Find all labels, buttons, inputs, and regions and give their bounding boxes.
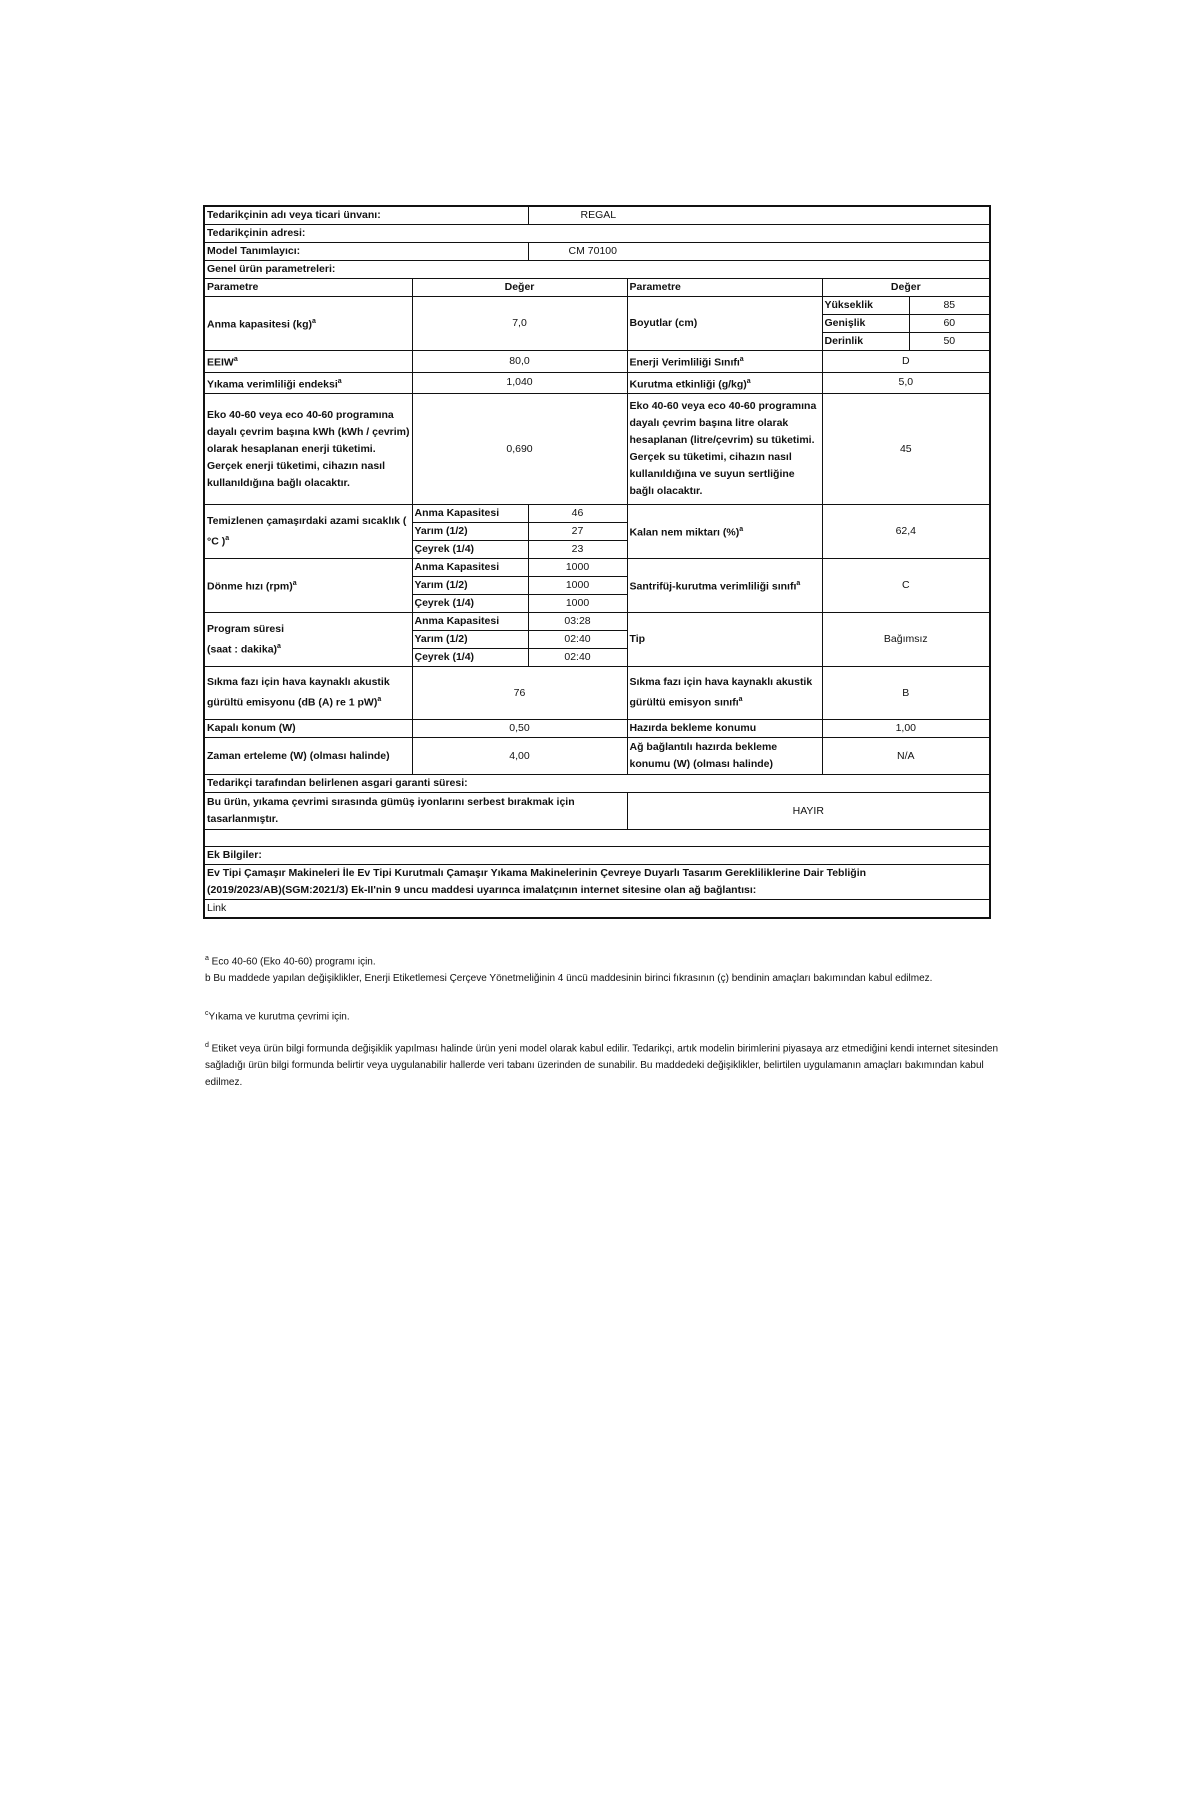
regulation-line-2: (2019/2023/AB)(SGM:2021/3) Ek-II'nin 9 uncu maddesi uyarınca imalatçının internet sitesine olan ağ bağlantısı: [207,884,757,896]
rinse-value: 5,0 [822,372,990,394]
footnotes [205,950,1005,1091]
wash-index-row [204,372,990,394]
delay-row [204,738,990,775]
spin-quarter-value: 1000 [528,595,627,613]
product-info-sheet [203,205,989,919]
max-temp-row-full [204,505,990,523]
noise-class-value: B [822,667,990,720]
spin-class-label: Santrifüj-kurutma verimliliği sınıfı$^a$ [627,559,822,613]
spacer-cell [204,830,990,847]
footnote-d: $^d$ Etiket veya ürün bilgi formunda değişiklik yapılması halinde ürün yeni model olarak kabul edilir. Tedarikçi, artık modelin birimlerini piyasaya arz etmediğini kendi internet sitesinden sağladığı ürün bilgi formunda belirtir veya uygulanabilir hallerde veri tabanı üzerinden de sunabilir. Bu maddedeki değişiklikler, belirtilen uygulamanın amaçları bakımından kabul edilmez. [205,1041,999,1088]
spin-half-value: 1000 [528,577,627,595]
noise-class-label: Sıkma fazı için hava kaynaklı akustik gürültü emisyon sınıfı$^a$ [627,667,822,720]
temp-full-value: 46 [528,505,627,523]
water-consumption-value: 45 [822,394,990,505]
spin-label: Dönme hızı (rpm)$^a$ [204,559,412,613]
model-label: Model Tanımlayıcı: [204,243,528,261]
supplier-address-row [204,225,990,243]
extra-info-label: Ek Bilgiler: [204,847,990,865]
temp-quarter-value: 23 [528,541,627,559]
warranty-label: Tedarikçi tarafından belirlenen asgari garanti süresi: [204,775,990,793]
link-text[interactable]: Link [207,902,227,914]
off-mode-value: 0,50 [412,720,627,738]
duration-label-line1: Program süresi [207,622,285,635]
footnote-b: b Bu maddede yapılan değişiklikler, Enerji Etiketlemesi Çerçeve Yönetmeliğinin 4 üncü maddesinin birinci fıkrasının (ç) bendinin amaçları bakımından kabul edilmez. [205,973,933,985]
duration-half-value: 02:40 [528,631,627,649]
link-row [204,900,990,919]
footnote-a: $^a$ Eco 40-60 (Eko 40-60) programı için. [205,955,376,968]
load-quarter-label: Çeyrek (1/4) [412,541,528,559]
extra-info-row [204,847,990,865]
supplier-name-label: Tedarikçinin adı veya ticari ünvanı: [204,206,528,225]
noise-value: 76 [412,667,627,720]
supplier-name-row [204,206,990,225]
param-header-left: Parametre [204,279,412,297]
general-params-label: Genel ürün parametreleri: [204,261,990,279]
noise-row [204,667,990,720]
duration-quarter-value: 02:40 [528,649,627,667]
supplier-name-value: REGAL [528,206,990,225]
header-row [204,279,990,297]
energy-consumption-label: Eko 40-60 veya eco 40-60 programına dayalı çevrim başına kWh (kWh / çevrim) olarak hesaplanan enerji tüketimi. Gerçek enerji tüketimi, cihazın nasıl kullanıldığına bağlı olacaktır. [204,394,412,505]
value-header-right: Değer [822,279,990,297]
capacity-value: 7,0 [412,297,627,351]
model-row [204,243,990,261]
width-label: Genişlik [822,315,909,333]
moisture-value: 62,4 [822,505,990,559]
height-value: 85 [909,297,990,315]
noise-label: Sıkma fazı için hava kaynaklı akustik gürültü emisyonu (dB (A) re 1 pW)$^a$ [204,667,412,720]
spin-load-half-label: Yarım (1/2) [412,577,528,595]
load-full-label: Anma Kapasitesi [412,505,528,523]
max-temp-label: Temizlenen çamaşırdaki azami sıcaklık ( °C )$^a$ [204,505,412,559]
general-params-row [204,261,990,279]
rinse-label: Kurutma etkinliği $(g/kg)^a$ [627,372,822,394]
model-value: CM 70100 [528,243,990,261]
spin-load-quarter-label: Çeyrek (1/4) [412,595,528,613]
eeiw-row [204,351,990,373]
silver-ion-value: HAYIR [627,793,990,830]
silver-ion-label: Bu ürün, yıkama çevrimi sırasında gümüş iyonlarını serbest bırakmak için tasarlanmıştır. [204,793,627,830]
depth-value: 50 [909,333,990,351]
load-half-label: Yarım (1/2) [412,523,528,541]
capacity-row [204,297,990,315]
spin-class-value: C [822,559,990,613]
network-standby-value: N/A [822,738,990,775]
spacer-row [204,830,990,847]
footnote-c: $^c$Yıkama ve kurutma çevrimi için. [205,1010,350,1023]
duration-load-full-label: Anma Kapasitesi [412,613,528,631]
energy-consumption-value: 0,690 [412,394,627,505]
consumption-row [204,394,990,505]
off-mode-label: Kapalı konum (W) [204,720,412,738]
duration-load-quarter-label: Çeyrek (1/4) [412,649,528,667]
capacity-label: Anma kapasitesi (kg)$^a$ [204,297,412,351]
value-header-left: Değer [412,279,627,297]
standby-value: 1,00 [822,720,990,738]
duration-full-value: 03:28 [528,613,627,631]
duration-label [204,613,412,667]
delay-value: 4,00 [412,738,627,775]
eeiw-value: 80,0 [412,351,627,373]
width-value: 60 [909,315,990,333]
regulation-text [204,865,990,900]
water-consumption-label: Eko 40-60 veya eco 40-60 programına dayalı çevrim başına litre olarak hesaplanan (litre/çevrim) su tüketimi. Gerçek su tüketimi, cihazın nasıl kullanıldığına ve suyun sertliğine bağlı olacaktır. [627,394,822,505]
standby-label: Hazırda bekleme konumu [627,720,822,738]
regulation-line-1: Ev Tipi Çamaşır Makineleri İle Ev Tipi Kurutmalı Çamaşır Yıkama Makinelerinin Çevreye Duyarlı Tasarım Gerekliliklerine Dair Tebliğin [207,867,867,879]
delay-label: Zaman erteleme (W) (olması halinde) [204,738,412,775]
link-cell [204,900,990,919]
type-label: Tip [627,613,822,667]
eeiw-label: EEIW$^a$ [204,351,412,373]
dimensions-label: Boyutlar (cm) [627,297,822,351]
supplier-address-label: Tedarikçinin adresi: [204,225,990,243]
height-label: Yükseklik [822,297,909,315]
energy-class-label: Enerji Verimliliği Sınıfı$^a$ [627,351,822,373]
param-header-right: Parametre [627,279,822,297]
network-standby-label: Ağ bağlantılı hazırda bekleme konumu (W) (olması halinde) [627,738,822,775]
duration-load-half-label: Yarım (1/2) [412,631,528,649]
wash-index-label: Yıkama verimliliği endeksi$^a$ [204,372,412,394]
silver-ion-row [204,793,990,830]
spin-full-value: 1000 [528,559,627,577]
regulation-row [204,865,990,900]
warranty-row [204,775,990,793]
duration-label-line2: (saat : dakika)$^a$ [207,642,281,656]
type-value: Bağımsız [822,613,990,667]
depth-label: Derinlik [822,333,909,351]
temp-half-value: 27 [528,523,627,541]
moisture-label: Kalan nem miktarı (%)$^a$ [627,505,822,559]
product-info-table [203,205,991,919]
wash-index-value: 1,040 [412,372,627,394]
spin-row-full [204,559,990,577]
energy-class-value: D [822,351,990,373]
duration-row-full [204,613,990,631]
off-mode-row [204,720,990,738]
spin-load-full-label: Anma Kapasitesi [412,559,528,577]
